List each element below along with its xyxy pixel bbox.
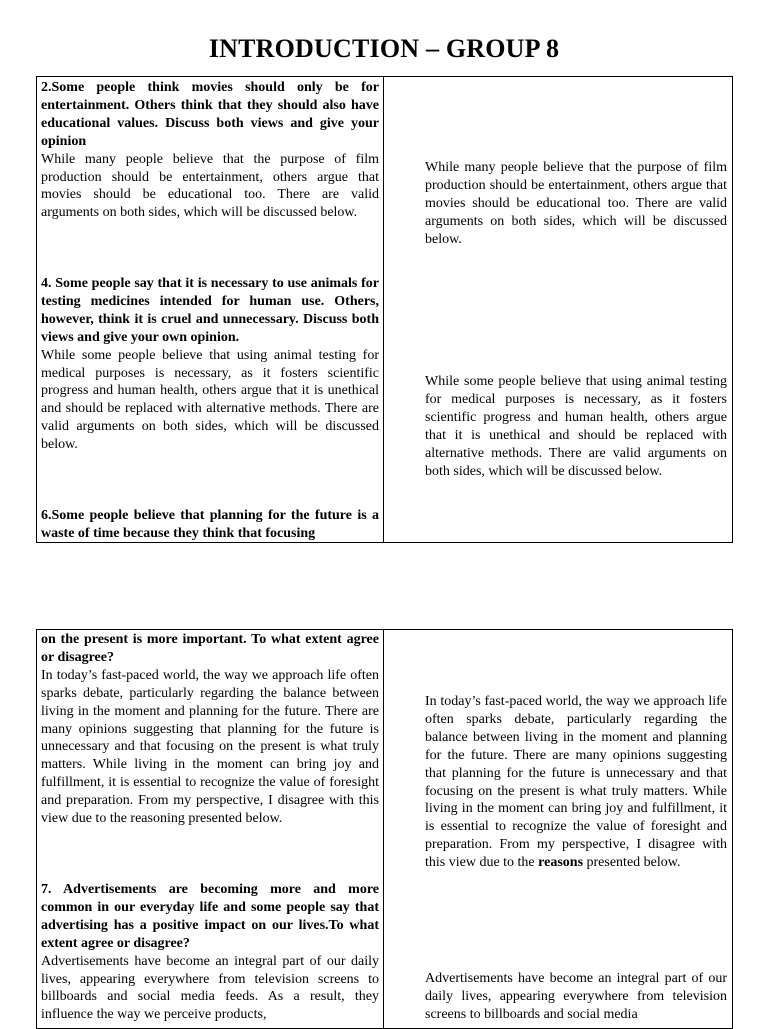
answer-4-left: While some people believe that using animal testing for medical purposes is necessary, as it fosters scientific progress and human health, others argue that it is unethical and should be replaced with alternative methods. There are valid arguments on both sides, which will be discussed below. bbox=[41, 347, 379, 453]
answer-7-right: Advertisements have become an integral part of our daily lives, appearing everywhere from television screens to billboards and social media bbox=[425, 971, 727, 1022]
page-title: INTRODUCTION – GROUP 8 bbox=[208, 34, 560, 63]
question-6-part-1: 6.Some people believe that planning for the future is a waste of time because they think that focusing bbox=[41, 508, 379, 541]
answer-2-right: While many people believe that the purpose of film production should be entertainment, others argue that movies should be educational too. There are valid arguments on both sides, which will be discussed below. bbox=[425, 160, 727, 247]
question-7: 7. Advertisements are becoming more and more common in our everyday life and some people say that advertising has a positive impact on our lives.To what extent agree or disagree? bbox=[41, 882, 379, 951]
question-6-part-2: on the present is more important. To what extent agree or disagree? bbox=[41, 632, 379, 665]
essay-table-2 bbox=[36, 629, 733, 1029]
answer-6-right-bold: reasons bbox=[538, 855, 584, 871]
questions-column bbox=[37, 630, 384, 1028]
answer-2-left: While many people believe that the purpose of film production should be entertainment, others argue that movies should be educational too. There are valid arguments on both sides, which will be discussed below. bbox=[41, 151, 379, 221]
answers-column bbox=[385, 77, 732, 542]
questions-column bbox=[37, 77, 384, 542]
answer-6-right bbox=[425, 693, 727, 872]
question-2: 2.Some people think movies should only be for entertainment. Others think that they should also have educational values. Discuss both views and give your opinion bbox=[41, 80, 379, 149]
answer-6-right-end: presented below. bbox=[583, 855, 681, 871]
essay-table-1 bbox=[36, 76, 733, 543]
answer-6-right-text: In today’s fast-paced world, the way we approach life often sparks debate, particularly regarding the balance between living in the moment and planning for the future. There are many opinions suggesting that planning for the future is unnecessary and that focusing on the present is what truly matters. While living in the moment can bring joy and fulfillment, it is essential to recognize the value of foresight and preparation. From my perspective, I disagree with this view due to the bbox=[425, 694, 727, 871]
answer-7-left: Advertisements have become an integral part of our daily lives, appearing everywhere from television screens to billboards and social media feeds. As a result, they influence the way we perceive products, bbox=[41, 953, 379, 1023]
answer-6-left: In today’s fast-paced world, the way we approach life often sparks debate, particularly regarding the balance between living in the moment and planning for the future. There are many opinions suggesting that planning for the future is unnecessary and that focusing on the present is what truly matters. While living in the moment can bring joy and fulfillment, it is essential to recognize the value of foresight and preparation. From my perspective, I disagree with this view due to the reasoning presented below. bbox=[41, 667, 379, 827]
answer-4-right: While some people believe that using animal testing for medical purposes is necessary, as it fosters scientific progress and human health, others argue that it is unethical and should be replaced with alternative methods. There are valid arguments on both sides, which will be discussed below. bbox=[425, 374, 727, 479]
question-4: 4. Some people say that it is necessary to use animals for testing medicines intended for human use. Others, however, think it is cruel and unnecessary. Discuss both views and give your own opinion. bbox=[41, 276, 379, 345]
answers-column bbox=[385, 630, 732, 1028]
